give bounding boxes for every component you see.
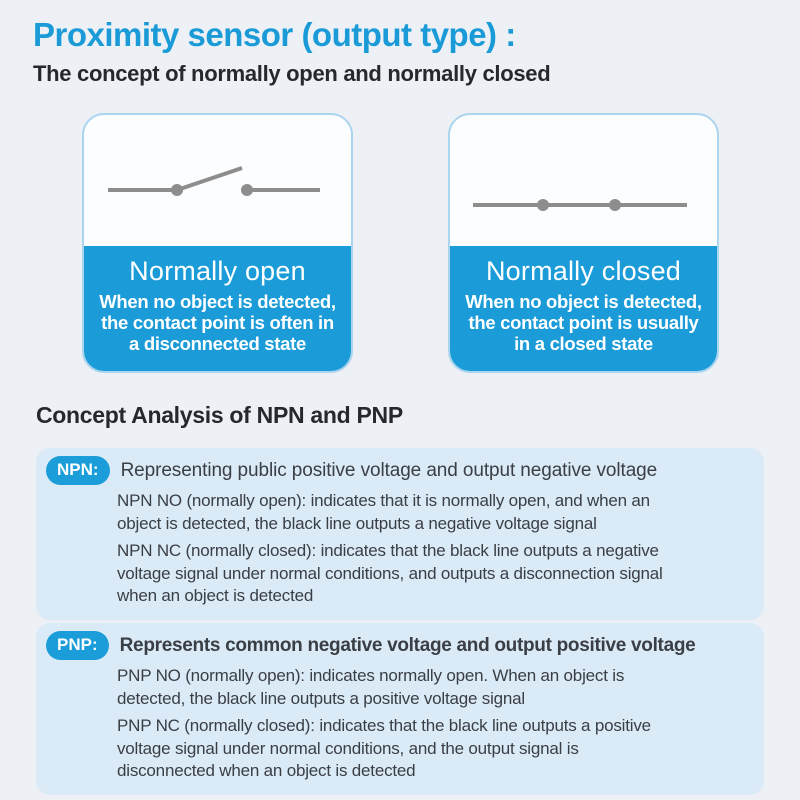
card-desc-closed <box>450 291 717 354</box>
open-switch-diagram <box>84 115 351 246</box>
npn-nc-paragraph <box>117 540 748 608</box>
closed-switch-icon <box>450 115 717 246</box>
normally-open-card <box>82 113 353 373</box>
closed-switch-diagram <box>450 115 717 246</box>
paragraph-line: PNP NC (normally closed): indicates that the black line outputs a positive <box>117 716 651 735</box>
card-desc-line: When no object is detected, <box>465 291 702 312</box>
pnp-info-box <box>36 623 764 795</box>
paragraph-line: detected, the black line outputs a positive voltage signal <box>117 688 526 708</box>
paragraph-line: PNP NO (normally open): indicates normally open. When an object is <box>117 666 625 685</box>
npn-head-row <box>46 456 748 485</box>
pnp-no-paragraph <box>117 665 748 710</box>
page-subtitle: The concept of normally open and normally closed <box>33 61 551 86</box>
normally-closed-panel <box>450 246 717 371</box>
pnp-summary: Represents common negative voltage and output positive voltage <box>119 634 696 656</box>
paragraph-line: disconnected when an object is detected <box>117 761 416 780</box>
paragraph-line: object is detected, the black line outputs a negative voltage signal <box>117 513 597 533</box>
paragraph-line: voltage signal under normal conditions, and the output signal is <box>117 738 579 758</box>
npn-info-box <box>36 448 764 620</box>
normally-open-panel <box>84 246 351 371</box>
card-desc-line: the contact point is usually <box>468 312 699 333</box>
npn-summary: Representing public positive voltage and output negative voltage <box>120 459 658 481</box>
page-title: Proximity sensor (output type) : <box>33 16 516 53</box>
card-desc-line: the contact point is often in <box>101 312 334 333</box>
card-desc-line: in a closed state <box>514 333 653 354</box>
paragraph-line: NPN NC (normally closed): indicates that the black line outputs a negative <box>117 541 659 560</box>
open-switch-icon <box>84 115 351 246</box>
npn-no-paragraph <box>117 490 748 535</box>
analysis-heading: Concept Analysis of NPN and PNP <box>36 402 403 428</box>
card-desc-line: a disconnected state <box>128 333 306 354</box>
paragraph-line: when an object is detected <box>117 586 314 605</box>
paragraph-line: voltage signal under normal conditions, and outputs a disconnection signal <box>117 563 663 583</box>
npn-badge: NPN: <box>46 456 110 485</box>
normally-closed-card <box>448 113 719 373</box>
card-title-closed: Normally closed <box>485 256 682 286</box>
pnp-badge: PNP: <box>46 631 109 660</box>
card-desc-open <box>84 291 351 354</box>
card-title-open: Normally open <box>129 256 306 286</box>
card-desc-line: When no object is detected, <box>99 291 336 312</box>
pnp-nc-paragraph <box>117 715 748 783</box>
pnp-head-row <box>46 631 748 660</box>
paragraph-line: NPN NO (normally open): indicates that it is normally open, and when an <box>117 491 650 510</box>
